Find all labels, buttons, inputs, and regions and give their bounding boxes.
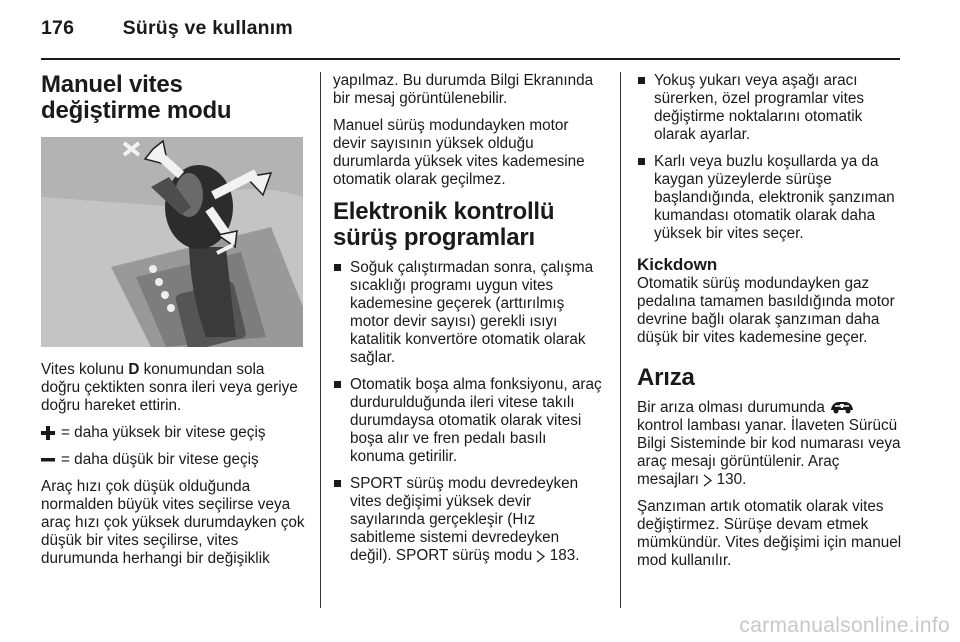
column-divider-1 — [320, 72, 321, 608]
list-item: Soğuk çalıştırmadan sonra, çalışma sıcaklığı programı uygun vites kademesine geçerek (arttırılmış motor devir sayısı) gerekli ısıyı katalitik konvertöre otomatik olarak sağlar. — [333, 259, 605, 367]
sport-page-ref[interactable]: 183. — [549, 547, 580, 564]
header-rule — [41, 58, 900, 60]
manual-rpm-paragraph: Manuel sürüş modundayken motor devir sayısının yüksek olduğu durumlarda yüksek vites kademesine otomatik olarak geçilmez. — [333, 117, 585, 188]
fault-paragraph: Bir arıza olması durumunda kontrol lambası yanar. İlaveten Sürücü Bilgi Sisteminde bir kod numarası veya araç mesajı görüntülenir. Araç mesajları 130. — [637, 399, 901, 488]
list-item: Otomatik boşa alma fonksiyonu, araç durdurulduğunda ileri vitese takılı durumdaysa otomatik olarak vitesi boşa alır ve fren pedalı basılı konuma getirilir. — [333, 376, 605, 466]
section-heading-manual-mode: Manuel vites değiştirme modu — [41, 71, 232, 124]
page-reference-icon — [536, 550, 545, 563]
page-reference-icon — [703, 474, 712, 487]
page-number: 176 — [41, 17, 75, 39]
gearbox-warning-icon — [829, 399, 855, 415]
kickdown-paragraph: Otomatik sürüş modundayken gaz pedalına tamamen basıldığında motor devrine bağlı olarak şanzıman daha düşük bir vites kademesine geçer. — [637, 275, 895, 346]
column-1 — [41, 72, 306, 577]
fault-page-ref[interactable]: 130. — [716, 471, 747, 488]
downshift-text: = daha düşük bir vitese geçiş — [61, 451, 259, 468]
column-2 — [333, 72, 605, 574]
list-item: Karlı veya buzlu koşullarda ya da kaygan yüzeylerde sürüşe başlandığında, elektronik şanzıman kumandası otomatik olarak daha yüksek bir vites seçer. — [637, 153, 903, 243]
list-item: Yokuş yukarı veya aşağı aracı sürerken, özel programlar vites değiştirme noktalarını otomatik olarak ayarlar. — [637, 72, 903, 144]
plus-icon — [41, 426, 55, 440]
list-item: SPORT sürüş modu devredeyken vites değişimi yüksek devir sayılarında gerçekleşir (Hız sabitleme sistemi devredeyken değil). SPORT sürüş modu 183. — [333, 475, 605, 565]
speed-paragraph: Araç hızı çok düşük olduğunda normalden büyük vites seçilirse veya araç hızı çok yüksek durumdayken çok düşük bir vites seçilirse, vites durumunda herhangi bir değişiklik — [41, 478, 305, 567]
section-heading-kickdown: Kickdown — [637, 255, 718, 274]
chapter-title: Sürüş ve kullanım — [122, 17, 293, 39]
page-header — [41, 17, 293, 40]
gear-lever-photo — [41, 137, 303, 347]
program-list — [333, 259, 605, 565]
column-divider-2 — [620, 72, 621, 608]
downshift-legend — [41, 451, 306, 469]
continued-paragraph: yapılmaz. Bu durumda Bilgi Ekranında bir mesaj görüntülenebilir. — [333, 72, 594, 107]
program-list-continued — [637, 72, 903, 243]
section-heading-fault: Arıza — [637, 364, 695, 391]
instruction-paragraph: Vites kolunu D konumundan sola doğru çektikten sonra ileri veya geriye doğru hareket ettirin. — [41, 361, 298, 414]
section-heading-electronic-programs: Elektronik kontrollü sürüş programları — [333, 198, 555, 251]
upshift-legend — [41, 424, 306, 442]
column-3 — [637, 72, 903, 579]
minus-icon — [41, 453, 55, 467]
watermark-text: carmanualsonline.info — [739, 614, 950, 637]
gear-d-label: D — [128, 361, 140, 378]
fault-paragraph-2: Şanzıman artık otomatik olarak vites değiştirmez. Sürüşe devam etmek mümkündür. Vites değişimi için manuel mod kullanılır. — [637, 498, 902, 569]
upshift-text: = daha yüksek bir vitese geçiş — [61, 424, 266, 441]
